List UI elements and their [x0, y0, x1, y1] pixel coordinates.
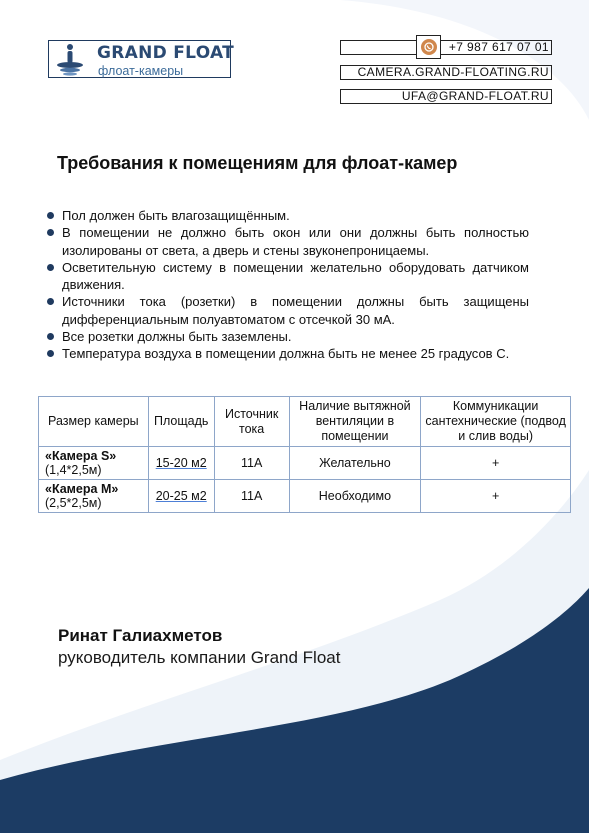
- contact-phone[interactable]: [340, 40, 552, 55]
- header-cell-plumbing: Коммуникации сантехнические (подвод и слив воды): [421, 397, 571, 447]
- header-cell-ventilation: Наличие вытяжной вентиляции в помещении: [289, 397, 421, 447]
- list-item: Температура воздуха в помещении должна быть не менее 25 градусов С.: [44, 345, 529, 362]
- model-name: «Камера S»: [45, 449, 117, 463]
- list-item: В помещении не должно быть окон или они должны быть полностью изолированы от света, а дверь и стены звуконепроницаемы.: [44, 224, 529, 259]
- list-item: Пол должен быть влагозащищённым.: [44, 207, 529, 224]
- list-item: Все розетки должны быть заземлены.: [44, 328, 529, 345]
- area-cell: [148, 480, 214, 513]
- model-size: (1,4*2,5м): [45, 463, 102, 477]
- header-cell-power: Источник тока: [214, 397, 289, 447]
- area-cell: [148, 447, 214, 480]
- requirements-list: [44, 207, 529, 363]
- ventilation-cell: Необходимо: [289, 480, 421, 513]
- header-cell-size: Размер камеры: [39, 397, 149, 447]
- model-cell: [39, 480, 149, 513]
- email-link[interactable]: UFA@GRAND-FLOAT.RU: [401, 89, 549, 103]
- contact-email[interactable]: [340, 89, 552, 104]
- table-row: [39, 447, 571, 480]
- whatsapp-icon: [421, 39, 437, 55]
- list-item: Осветительную систему в помещении желательно оборудовать датчиком движения.: [44, 259, 529, 294]
- page-title: Требования к помещениям для флоат-камер: [57, 153, 458, 173]
- brand-tagline: флоат-камеры: [98, 64, 184, 78]
- power-cell: 11А: [214, 447, 289, 480]
- signature-role: руководитель компании Grand Float: [58, 648, 341, 667]
- area-value: 20-25 м2: [155, 489, 207, 503]
- model-cell: [39, 447, 149, 480]
- brand-name: GRAND FLOAT: [97, 43, 235, 63]
- plumbing-cell: +: [421, 480, 571, 513]
- requirements-table: [38, 396, 571, 513]
- messenger-button[interactable]: [416, 35, 441, 59]
- ventilation-cell: Желательно: [289, 447, 421, 480]
- website-link[interactable]: CAMERA.GRAND-FLOATING.RU: [357, 65, 549, 79]
- model-size: (2,5*2,5м): [45, 496, 102, 510]
- list-item: Источники тока (розетки) в помещении должны быть защищены дифференциальным полуавтоматом с отсечкой 30 мА.: [44, 293, 529, 328]
- plumbing-cell: +: [421, 447, 571, 480]
- contact-website[interactable]: [340, 65, 552, 80]
- phone-number[interactable]: +7 987 617 07 01: [448, 40, 549, 54]
- model-name: «Камера M»: [45, 482, 119, 496]
- header-cell-area: Площадь: [148, 397, 214, 447]
- area-value: 15-20 м2: [155, 456, 207, 470]
- power-cell: 11А: [214, 480, 289, 513]
- brand-logo: [48, 40, 235, 78]
- table-header-row: [39, 397, 571, 447]
- float-tank-logo-icon: [55, 43, 85, 77]
- signature-name: Ринат Галиахметов: [58, 626, 223, 645]
- table-row: [39, 480, 571, 513]
